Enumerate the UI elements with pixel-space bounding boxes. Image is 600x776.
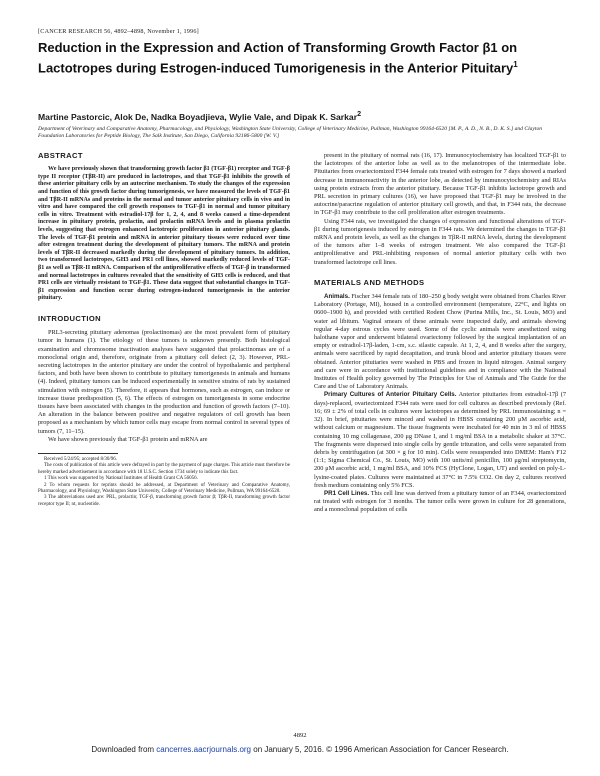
intro-paragraph: We have shown previously that TGF-β1 protein and mRNA are (48, 435, 208, 443)
methods-section (314, 279, 566, 515)
author-footnote-marker: 2 (357, 110, 362, 118)
authors-text: Martine Pastorcic, Alok De, Nadka Boyadjieva, Wylie Vale, and Dipak K. Sarkar (38, 111, 358, 122)
methods-text: Fischer 344 female rats of 180–250 g body weight were obtained from Charles River Laboratory (Portage, MI), housed in a controlled environment (temperature, 22°C, and lights on 0600–1900 h), and provided with certified Rodent Chow (Purina Mills, Inc., St. Louis, MO) and water ad libitum. Vaginal smears of these animals were inspected daily, and animals showing regular 4-day estrous cycles were used. Some of the cyclic animals were anesthetized using halothane vapor and underwent bilateral ovariectomy followed by the surgical implantation of an empty or estradiol-17β-laden, 1-cm, s.c. silastic capsule. At 1, 2, 4, and 8 weeks after the surgery, animals were sacrificed by rapid decapitation, and trunk blood and anterior pituitary tissues were obtained. Anterior pituitaries were washed in PBS and frozen in liquid nitrogen. Animal surgery and care were in accordance with institutional guidelines and in compliance with the National Institutes of Health policy governed by The Principles for Use of Animals and The Guide for the Care and Use of Laboratory Animals. (314, 293, 566, 391)
abstract-text: We have previously shown that transforming growth factor β1 (TGF-β1) receptor and TGF-β type II receptor (TβR-II) are produced in lactotropes, and that TGF-β1 inhibits the growth of these anterior pituitary cells by an autocrine mechanism. To study the changes of the expression and function of this growth factor during tumorigenesis, we have measured the levels of TGF-β1 and TβR-II mRNAs and proteins in the normal and tumor anterior pituitary cells in vivo and in vitro and have compared the cell growth responses to TGF-β1 in normal and tumor pituitary cells in vitro. Treatment with estradiol-17β for 1, 2, 4, and 8 weeks caused a time-dependent increase in pituitary protein, prolactin, and prolactin mRNA levels and in plasma prolactin levels, suggesting that estrogen enhanced lactotropic proliferation in anterior pituitary glands. The levels of TGF-β1 protein and mRNA in anterior pituitary tissues were reduced over time after estrogen treatment during the development of pituitary tumors. The mRNA and protein levels of TβR-II decreased markedly during the development of pituitary tumors. In addition, two transformed lactotropes, GH3 and PR1 cell lines, showed markedly reduced levels of TGF-β1 as well as TβR-II mRNA. Comparison of the antiproliferative effects of TGF-β in transformed and normal lactotropes in cultures revealed that the sensitivity of GH3 cells is reduced, and that PR1 cells are virtually resistant to TGF-β1. These data suggest that substantial changes in TGF-β1 expression and function occur during estrogen-induced tumorigenesis in the anterior pituitary. (38, 166, 290, 302)
runin-heading: Animals. (324, 293, 350, 301)
footnote: The costs of publication of this article were defrayed in part by the payment of page charges. This article must therefore be hereby marked advertisement in accordance with 18 U.S.C. Section 1734 solely to indicate this fact. (38, 463, 290, 475)
abstract-heading: ABSTRACT (38, 151, 83, 160)
title-text: Reduction in the Expression and Action of Transforming Growth Factor β1 on Lactotropes during Estrogen-induced Tumorigenesis in the Anterior Pituitary (38, 40, 518, 75)
runin-heading: Primary Cultures of Anterior Pituitary Cells. (324, 391, 457, 399)
journal-citation: [CANCER RESEARCH 56, 4892–4898, November 1, 1996] (38, 28, 199, 35)
methods-paragraph (314, 391, 566, 489)
abstract-section (38, 152, 290, 303)
author-list (38, 110, 568, 122)
footnotes (38, 457, 290, 508)
title-footnote-marker: 1 (513, 59, 518, 69)
journal-link[interactable]: cancerres.aacrjournals.org (156, 745, 252, 754)
left-column (38, 152, 290, 508)
methods-paragraph (314, 293, 566, 391)
footnote: Received 5/24/95; accepted 8/30/96. (44, 456, 118, 462)
footnote: 3 The abbreviations used are: PRL, prolactin; TGF-β, transforming growth factor β; TβR-II, transforming growth factor receptor type II; nt, nucleotide. (38, 495, 290, 507)
methods-heading: MATERIALS AND METHODS (314, 277, 425, 287)
article-title (38, 40, 568, 76)
methods-text: This cell line was derived from a pituitary tumor of an F344, ovariectomized rat treated with estrogen for 3 months. The tumor cells were grown in culture for 28 generations, and a monoclonal population of cells (314, 489, 567, 514)
methods-paragraph (314, 490, 566, 515)
affiliation: Department of Veterinary and Comparative Anatomy, Pharmacology, and Physiology, Washington State University, College of Veterinary Medicine, Pullman, Washington 99164-6520 [M. P., A. D., N. B., D. K. S.] and Clayton Foundation Laboratories for Peptide Biology, The Salk Institute, San Diego, California 92186-5800 [W. V.] (38, 126, 543, 140)
footnote-rule (38, 453, 118, 454)
runin-heading: PR1 Cell Lines. (324, 489, 370, 497)
intro-paragraph: PRL3-secreting pituitary adenomas (prolactinomas) are the most prevalent form of pituitary tumor in humans (1). The etiology of these tumors is unknown presently. Both histological examination and chromosome inactivation analyses have suggested that prolactinomas are of a monoclonal origin and, therefore, originate from a pituitary cell defect (2, 3). However, PRL-secreting lactotropes in the anterior pituitary are under the control of hypothalamic and peripheral factors, and both have been shown to contribute to pituitary tumorigenesis in animals and humans (4). Indeed, pituitary tumors can be induced experimentally in sensitive strains of rats by sustained stimulation with estrogen (5). Therefore, it appears that hormones, such as estrogen, can induce or increase tissue predisposition (5, 6). The effects of estrogen on tumorigenesis in some endocrine tissues have been associated with changes in the production and function of growth factors (7–10). An alteration in the balance between positive and negative regulators of cell growth has been proposed as a mechanism by which tumor cells may escape from normal control in several types of tumors (7, 11–15). (38, 329, 290, 435)
download-notice (0, 745, 600, 755)
methods-text: Anterior pituitaries from estradiol-17β (7 days)-replaced, ovariectomized F344 rats were used for cell cultures as described previously (Ref. 16; 69 ± 2% of total cells in cultures were lactotropes as determined by PRL immunostaining; n = 32). In brief, pituitaries were minced and washed in HBSS containing 200 μM ascorbic acid, without calcium or magnesium. The tissue fragments were incubated for 40 min in 3 ml of HBSS containing 10 mg collagenase, 200 μg DNase I, and 1 mg/ml BSA in a metabolic shaker at 37°C. The fragments were dispersed into single cells by gentle trituration, and cells were separated from debris by centrifugation (at 300 × g for 10 min). Cells were resuspended into DMEM: Ham's F12 (1:1; Sigma Chemical Co., St. Louis, MO) with 100 units/ml penicillin, 100 μg/ml streptomycin, 200 μM ascorbic acid, 1 mg/ml BSA, and 10% FCS (HyClone, Logan, UT) and seeded on poly-L-lysine-coated plates. Cultures were maintained at 37°C in 7.5% CO2. On day 2, cultures received fresh medium containing only 5% FCS. (314, 391, 567, 489)
body-paragraph: present in the pituitary of normal rats (16, 17). Immunocytochemistry has localized TGF-β1 to the lactotropes of the anterior lobe as well as to the melanotropes of the intermediate lobe. Pituitaries from ovariectomized F344 female rats treated with estrogen for 7 days showed a marked decrease in immunoreactivity in the anterior lobe, as detected by immunocytochemistry and RIAs using protein extracts from the anterior pituitary. Because TGF-β1 inhibits lactotrope growth and PRL secretion in primary cultures (16), we have proposed that TGF-β1 may be involved in the autocrine/paracrine regulation of anterior pituitary cell growth, and that, in F344 rats, the decrease in TGF-β1 may contribute to the cell proliferation after estrogen treatments. (314, 152, 566, 217)
download-suffix: on January 5, 2016. © 1996 American Association for Cancer Research. (251, 745, 509, 754)
page-number: 4892 (293, 732, 307, 739)
right-column (314, 152, 566, 515)
body-paragraph: Using F344 rats, we investigated the changes of expression and functional alterations of TGF-β1 during tumorigenesis induced by estrogen in F344 rats. We determined the changes in TGF-β1 mRNA and protein levels, as well as the changes in TβR-II mRNA levels, during the development of the tumors after 1–8 weeks of estrogen treatment. We also compared the TGF-β1 antiproliferative and PRL-inhibiting responses of normal anterior pituitary cells with two transformed lactotrope cell lines. (314, 217, 566, 266)
footnote: 2 To whom requests for reprints should be addressed, at Department of Veterinary and Comparative Anatomy, Pharmacology, and Physiology, Washington State University, College of Veterinary Medicine, Pullman, WA 99164-6520. (38, 482, 290, 494)
introduction-section (38, 315, 290, 444)
footnote: 1 This work was supported by National Institutes of Health Grant CA 56056. (44, 476, 198, 482)
download-prefix: Downloaded from (91, 745, 157, 754)
introduction-heading: INTRODUCTION (38, 313, 102, 323)
